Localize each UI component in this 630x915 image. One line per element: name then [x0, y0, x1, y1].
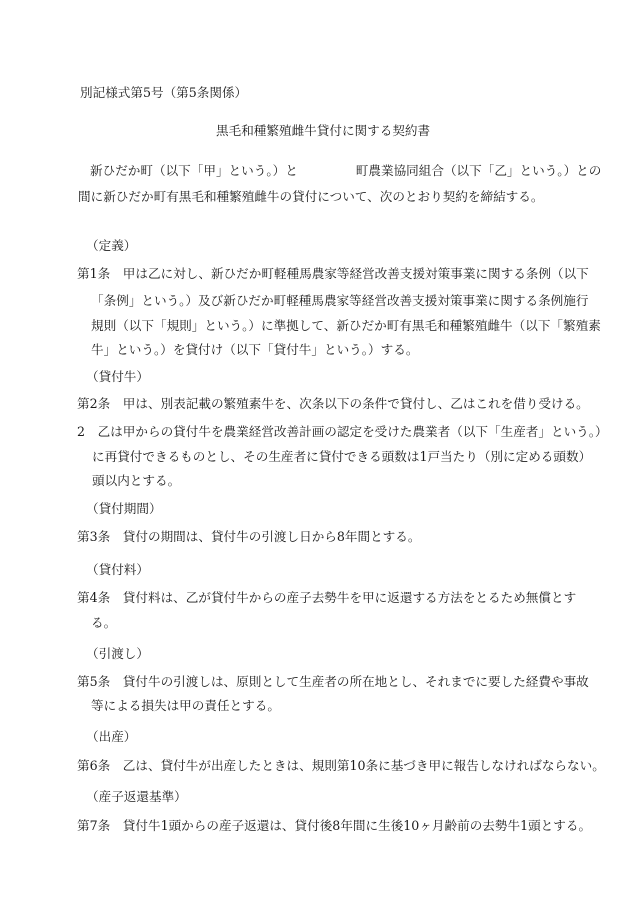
article-1-line-2: 「条例」という。）及び新ひだか町軽種馬農家等経営改善支援対策事業に関する条例施行	[91, 293, 589, 308]
intro-line-1	[90, 165, 601, 178]
intro-line-2: 間に新ひだか町有黒毛和種繁殖雌牛の貸付について、次のとおり契約を締結する。	[78, 189, 544, 204]
article-5-line-2: 等による損失は甲の責任とする。	[91, 698, 280, 713]
article-7-line-1: 第7条 貸付牛1頭からの産子返還は、貸付後8年間に生後10ヶ月齢前の去勢牛1頭とする。	[77, 818, 592, 833]
article-2-line-1: 第2条 甲は、別表記載の繁殖素牛を、次条以下の条件で貸付し、乙はこれを借り受ける。	[77, 396, 589, 411]
section-heading-loan-fee: （貸付料）	[86, 562, 149, 577]
section-heading-definition: （定義）	[86, 238, 137, 253]
article-6-line-1: 第6条 乙は、貸付牛が出産したときは、規則第10条に基づき甲に報告しなければならない。	[77, 758, 605, 773]
document-title: 黒毛和種繁殖雌牛貸付に関する契約書	[216, 123, 431, 138]
intro-line-1-part-a: 新ひだか町（以下「甲」という。）と	[90, 163, 298, 178]
article-1-line-4: 牛」という。）を貸付け（以下「貸付牛」という。）する。	[91, 342, 419, 357]
article-1-line-1: 第1条 甲は乙に対し、新ひだか町軽種馬農家等経営改善支援対策事業に関する条例（以下	[77, 266, 589, 281]
section-heading-delivery: （引渡し）	[86, 646, 149, 661]
section-heading-birth: （出産）	[86, 729, 137, 744]
article-2-line-4: 頭以内とする。	[92, 473, 181, 488]
article-2-line-2: 2 乙は甲からの貸付牛を農業経営改善計画の認定を受けた農業者（以下「生産者」という。）	[77, 424, 608, 439]
article-5-line-1: 第5条 貸付牛の引渡しは、原則として生産者の所在地とし、それまでに要した経費や事故	[77, 674, 589, 689]
article-4-line-2: る。	[91, 615, 117, 630]
article-4-line-1: 第4条 貸付料は、乙が貸付牛からの産子去勢牛を甲に返還する方法をとるため無償とす	[77, 590, 577, 605]
form-number: 別記様式第5号（第5条関係）	[80, 85, 248, 100]
article-2-line-3: に再貸付できるものとし、その生産者に貸付できる頭数は1戸当たり（別に定める頭数）	[92, 449, 592, 464]
section-heading-loan-period: （貸付期間）	[86, 501, 162, 516]
section-heading-return-standard: （産子返還基準）	[86, 789, 187, 804]
section-heading-loan-cattle: （貸付牛）	[86, 369, 149, 384]
intro-line-1-part-b: 町農業協同組合（以下「乙」という。）との	[355, 163, 602, 178]
article-1-line-3: 規則（以下「規則」という。）に準拠して、新ひだか町有黒毛和種繁殖雌牛（以下「繁殖素	[91, 318, 601, 333]
article-3-line-1: 第3条 貸付の期間は、貸付牛の引渡し日から8年間とする。	[77, 529, 421, 544]
